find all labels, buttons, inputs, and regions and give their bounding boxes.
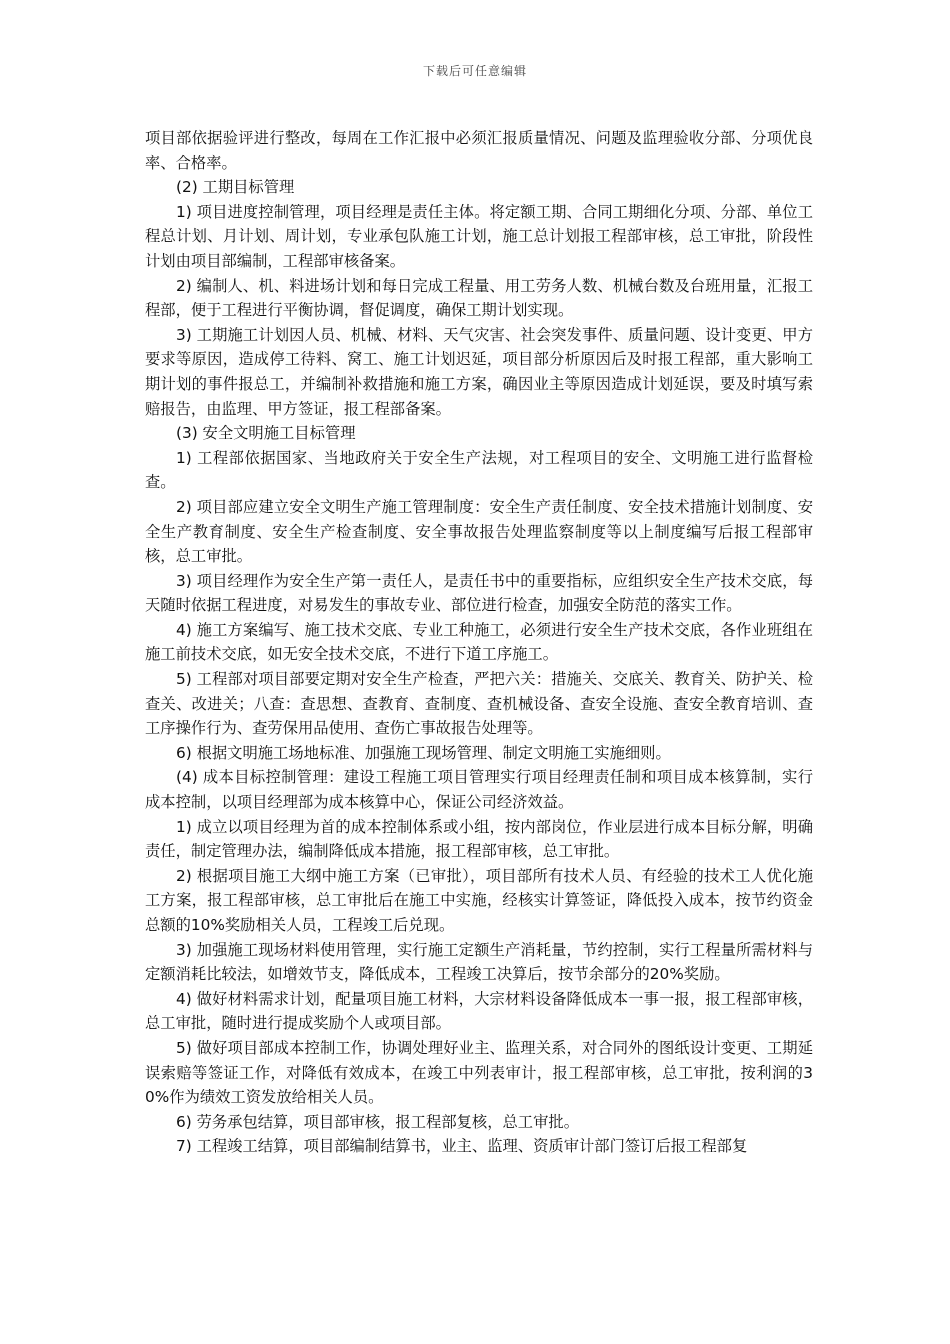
- paragraph: 5) 做好项目部成本控制工作，协调处理好业主、监理关系，对合同外的图纸设计变更、工期延误索赔等签证工作，对降低有效成本，在竣工中列表审计，报工程部审核，总工审批，按利润的30%作为绩效工资发放给相关人员。: [145, 1038, 813, 1107]
- section-heading: (3) 安全文明施工目标管理: [176, 424, 356, 443]
- paragraph: 5) 工程部对项目部要定期对安全生产检查，严把六关：措施关、交底关、教育关、防护关、检查关、改进关；八查：查思想、查教育、查制度、查机械设备、查安全设施、查安全教育培训、查工序操作行为、查劳保用品使用、查伤亡事故报告处理等。: [145, 670, 813, 738]
- paragraph: 1) 项目进度控制管理，项目经理是责任主体。将定额工期、合同工期细化分项、分部、单位工程总计划、月计划、周计划，专业承包队施工计划，施工总计划报工程部审核，总工审批，阶段性计划由项目部编制，工程部审核备案。: [145, 202, 813, 270]
- paragraph: 项目部依据验评进行整改，每周在工作汇报中必须汇报质量情况、问题及监理验收分部、分项优良率、合格率。: [145, 129, 813, 172]
- paragraph: 2) 编制人、机、料进场计划和每日完成工程量、用工劳务人数、机械台数及台班用量，汇报工程部，便于工程进行平衡协调，督促调度，确保工期计划实现。: [145, 276, 813, 320]
- paragraph: 2) 项目部应建立安全文明生产施工管理制度：安全生产责任制度、安全技术措施计划制度、安全生产教育制度、安全生产检查制度、安全事故报告处理监察制度等以上制度编写后报工程部审核，总工审批。: [145, 497, 813, 566]
- paragraph: 1) 工程部依据国家、当地政府关于安全生产法规，对工程项目的安全、文明施工进行监督检查。: [145, 448, 813, 492]
- paragraph: 3) 工期施工计划因人员、机械、材料、天气灾害、社会突发事件、质量问题、设计变更、甲方要求等原因，造成停工待料、窝工、施工计划迟延，项目部分析原因后及时报工程部，重大影响工期计划的事件报总工，并编制补救措施和施工方案，确因业主等原因造成计划延误，要及时填写索赔报告，由监理、甲方签证，报工程部备案。: [145, 325, 813, 418]
- page-header: 下载后可任意编辑: [422, 64, 527, 78]
- section-heading: (2) 工期目标管理: [176, 178, 295, 197]
- paragraph: 4) 施工方案编写、施工技术交底、专业工种施工，必须进行安全生产技术交底，各作业班组在施工前技术交底，如无安全技术交底，不进行下道工序施工。: [145, 620, 813, 664]
- paragraph: 4) 做好材料需求计划，配量项目施工材料，大宗材料设备降低成本一事一报，报工程部审核，总工审批，随时进行提成奖励个人或项目部。: [145, 989, 813, 1033]
- paragraph: 2) 根据项目施工大纲中施工方案（已审批），项目部所有技术人员、有经验的技术工人优化施工方案，报工程部审核，总工审批后在施工中实施，经核实计算签证，降低投入成本，按节约资金总额的10%奖励相关人员，工程竣工后兑现。: [145, 866, 813, 934]
- paragraph: 6) 劳务承包结算，项目部审核，报工程部复核，总工审批。: [176, 1112, 579, 1131]
- section-heading: (4) 成本目标控制管理：建设工程施工项目管理实行项目经理责任制和项目成本核算制，实行成本控制，以项目经理部为成本核算中心，保证公司经济效益。: [145, 768, 813, 812]
- document-body: [145, 126, 813, 1159]
- paragraph: 1) 成立以项目经理为首的成本控制体系或小组，按内部岗位，作业层进行成本目标分解，明确责任，制定管理办法，编制降低成本措施，报工程部审核，总工审批。: [145, 817, 813, 861]
- paragraph: 7) 工程竣工结算，项目部编制结算书，业主、监理、资质审计部门签订后报工程部复: [176, 1137, 748, 1156]
- paragraph: 3) 项目经理作为安全生产第一责任人，是责任书中的重要指标，应组织安全生产技术交底，每天随时依据工程进度，对易发生的事故专业、部位进行检查，加强安全防范的落实工作。: [145, 571, 813, 615]
- paragraph: 6) 根据文明施工场地标准、加强施工现场管理、制定文明施工实施细则。: [176, 743, 671, 762]
- paragraph: 3) 加强施工现场材料使用管理，实行施工定额生产消耗量，节约控制，实行工程量所需材料与定额消耗比较法，如增效节支，降低成本，工程竣工决算后，按节余部分的20%奖励。: [145, 940, 813, 984]
